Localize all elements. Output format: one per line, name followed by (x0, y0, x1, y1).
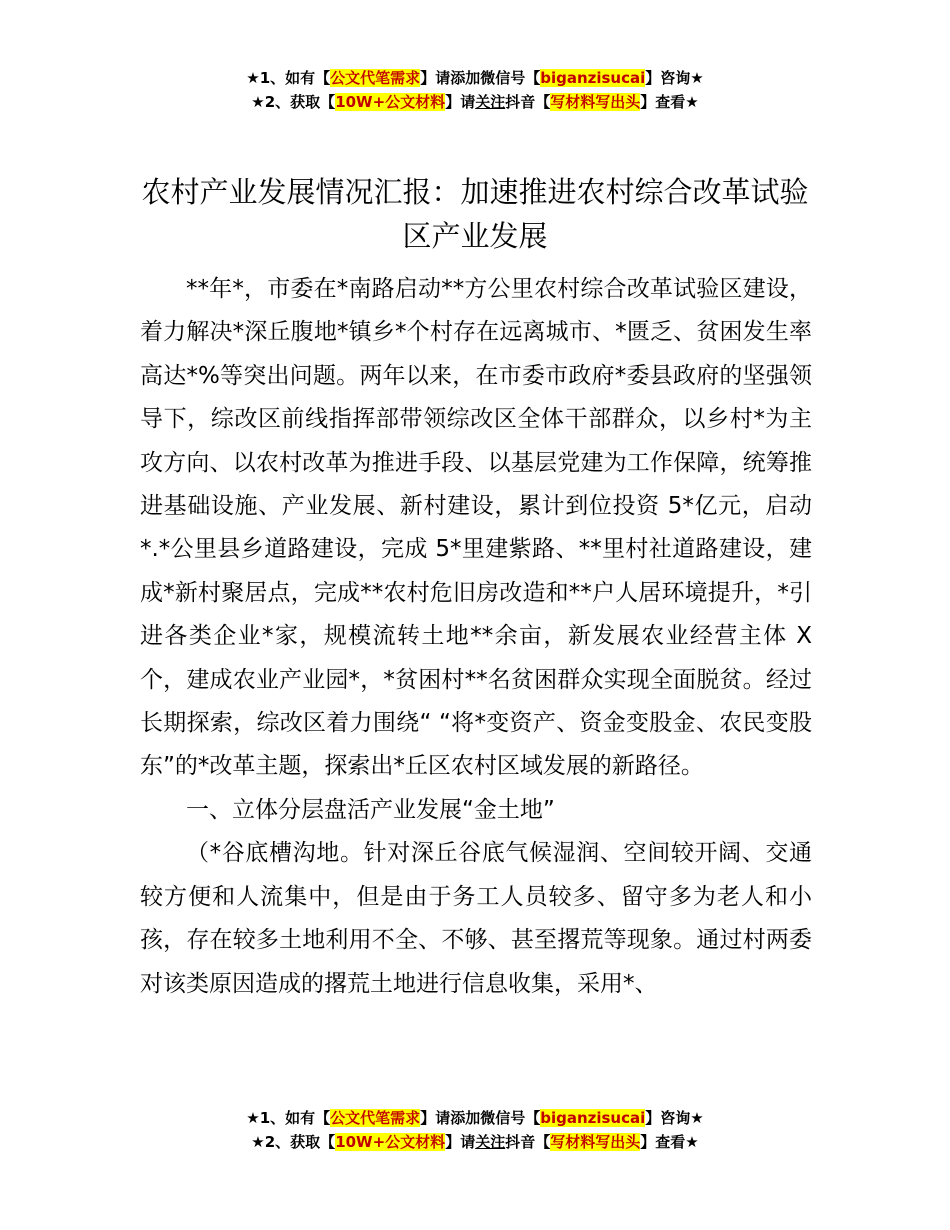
banner-text: 】请 (445, 93, 476, 111)
banner-line-1 (0, 66, 950, 90)
banner-text: 】请 (445, 1133, 476, 1151)
body-paragraph: （*谷底槽沟地。针对深丘谷底气候湿润、空间较开阔、交通较方便和人流集中，但是由于务工人员较多、留守多为老人和小孩，存在较多土地利用不全、不够、甚至撂荒等现象。通过村两委对该类原因造成的撂荒土地进行信息收集，采用*、 (140, 840, 812, 997)
banner-text: 】查看★ (640, 1133, 699, 1151)
banner-text: 抖音【 (505, 1133, 551, 1151)
section-heading: 一、立体分层盘活产业发展“金土地” (186, 796, 555, 823)
banner-line-2 (0, 1130, 950, 1154)
banner-text: ★1、如有【 (246, 69, 331, 87)
banner-highlight-wechat: biganzisucai (540, 1109, 646, 1127)
banner-text: ★1、如有【 (246, 1109, 331, 1127)
banner-highlight: 公文代笔需求 (330, 1109, 421, 1127)
banner-line-1 (0, 1106, 950, 1130)
banner-text: ★2、获取【 (251, 1133, 336, 1151)
document-title: 农村产业发展情况汇报：加速推进农村综合改革试验区产业发展 (141, 175, 809, 253)
banner-highlight: 写材料写出头 (550, 93, 641, 111)
banner-highlight: 10W+公文材料 (335, 93, 446, 111)
banner-highlight: 公文代笔需求 (330, 69, 421, 87)
banner-highlight: 10W+公文材料 (335, 1133, 446, 1151)
body-paragraph: **年*，市委在*南路启动**方公里农村综合改革试验区建设，着力解决*深丘腹地*镇乡*个村存在远离城市、*匮乏、贫困发生率高达*%等突出问题。两年以来，在市委市政府*委县政府的坚强领导下，综改区前线指挥部带领综改区全体干部群众，以乡村*为主攻方向、以农村改革为推进手段、以基层党建为工作保障，统筹推进基础设施、产业发展、新村建设，累计到位投资 5*亿元，启动*.*公里县乡道路建设，完成 5*里建紫路、**里村社道路建设，建成*新村聚居点，完成**农村危旧房改造和**户人居环境提升，*引进各类企业*家，规模流转土地**余亩，新发展农业经营主体 X 个，建成农业产业园*，*贫困村**名贫困群众实现全面脱贫。经过长期探索，综改区着力围绕“ “将*变资产、资金变股金、农民变股东”的*改革主题，探索出*丘区农村区域发展的新路径。 (140, 276, 812, 780)
banner-text: 】请添加微信号【 (420, 1109, 541, 1127)
document-body (140, 268, 812, 1006)
banner-text: 】查看★ (640, 93, 699, 111)
footer-banner (0, 1106, 950, 1154)
banner-text: ★2、获取【 (251, 93, 336, 111)
banner-highlight-wechat: biganzisucai (540, 69, 646, 87)
banner-underline: 关注 (475, 93, 506, 111)
banner-line-2 (0, 90, 950, 114)
banner-text: 抖音【 (505, 93, 551, 111)
banner-highlight: 写材料写出头 (550, 1133, 641, 1151)
banner-text: 】咨询★ (645, 69, 704, 87)
banner-text: 】请添加微信号【 (420, 69, 541, 87)
banner-text: 】咨询★ (645, 1109, 704, 1127)
banner-underline: 关注 (475, 1133, 506, 1151)
header-banner (0, 66, 950, 114)
